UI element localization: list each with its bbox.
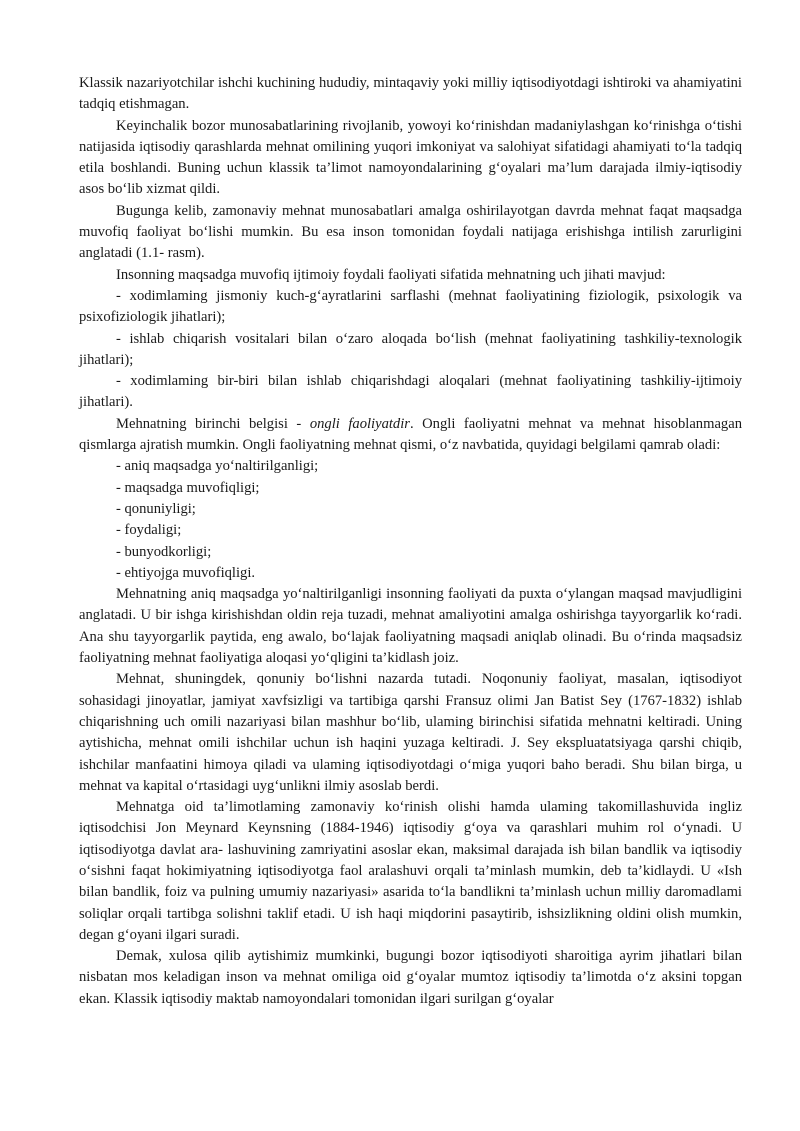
list-item: - aniq maqsadga yo‘naltirilganligi; [116, 458, 319, 475]
paragraph-legality: Mehnat, shuningdek, qonuniy bo‘lishni nazarda tutadi. Noqonuniy faoliyat, masalan, iqtisodiyot sohasidagi jinoyatlar, jamiyat xavfsizligi va tartibiga qarshi Fransuz olimi Jan Batist Sey (1767-1832) ishlab chiqarishning uch omili nazariyasi bilan mashhur bo‘lib, ulaming birinchisi sifatida mehnatni keltiradi. Uning aytishicha, mehnat omili ishchilar uchun ish haqini yuzaga keltiradi. J. Sey ekspluatatsiyaga qarshi chiqib, ishchilar manfaatini himoya qiladi va ulaming iqtisodiyotdagi o‘miga yuqori baho beradi. Shu bilan birga, u mehnat va kapital o‘rtasidagi uyg‘unlikni ilmiy asoslab berdi. [79, 671, 742, 794]
aspect-item-technological: - ishlab chiqarish vositalari bilan o‘zaro aloqada bo‘lish (mehnat faoliyatining tashkiliy-texnologik jihatlari); [79, 330, 742, 368]
first-sign-term: ongli faoliyatdir [309, 415, 410, 432]
list-item: - bunyodkorligi; [116, 543, 212, 560]
paragraph-3: Bugunga kelib, zamonaviy mehnat munosabatlari amalga oshirilayotgan davrda mehnat faqat maqsadga muvofiq faoliyat bo‘lishi mumkin. Bu esa inson tomonidan foydali natijaga erishishga intilish zarurligini anglatadi (1.1- rasm). [79, 202, 742, 262]
first-sign-rest: . Ongli faoliyatni mehnat va mehnat hisoblanmagan qismlarga ajratish mumkin. Ongli faoliyatning mehnat qismi, o‘z navbatida, quyidagi belgilami qamrab oladi: [79, 415, 742, 454]
paragraph-conclusion: Demak, xulosa qilib aytishimiz mumkinki, bugungi bozor iqtisodiyoti sharoitiga ayrim jihatlari bilan nisbatan mos keladigan inson va mehnat omiliga oid g‘oyalar mumtoz iqtisodiy ta’limotda o‘z aksini topgan ekan. Klassik iqtisodiy maktab namoyondalari tomonidan ilgari surilgan g‘oyalar [79, 948, 742, 1007]
paragraph-keynes: Mehnatga oid ta’limotlaming zamonaviy ko‘rinish olishi hamda ulaming takomillashuvida ingliz iqtisodchisi Jon Meynard Keynsning (1884-1946) iqtisodiy g‘oya va qarashlari muhim rol o‘ynadi. U iqtisodiyotga davlat ara- lashuvining zamriyatini asoslar ekan, maksimal darajada ish bilan bandlik va iqtisodiy o‘sishni faqat hokimiyatning iqtisodiyotga faol aralashuvi orqali ta’minlash mumkin, deb ta’kidlaydi. U «Ish bilan bandlik, foiz va pulning umumiy nazariyasi» asarida to‘la bandlikni ta’minlash uchun milliy daromadlami soliqlar orqali tartibga solishni taklif etadi. U ish haqi miqdorini pasaytirib, ishsizlikning oldini olish mumkin, degan g‘oyani ilgari suradi. [79, 799, 742, 943]
aspect-item-social: - xodimlaming bir-biri bilan ishlab chiqarishdagi aloqalari (mehnat faoliyatining tashkiliy-ijtimoiy jihatlari). [79, 373, 742, 411]
document-page [79, 73, 742, 1010]
paragraph-1: Klassik nazariyotchilar ishchi kuchining hududiy, mintaqaviy yoki milliy iqtisodiyotdagi ishtiroki va ahamiyatini tadqiq etishmagan. [79, 75, 742, 113]
paragraph-2: Keyinchalik bozor munosabatlarining rivojlanib, yowoyi ko‘rinishdan madaniylashgan ko‘rinishga o‘tishi natijasida iqtisodiy qarashlarda mehnat omilining yuqori imkoniyat va salohiyat sifatidagi ahamiyati to‘la tadqiq etila boshlandi. Buning uchun klassik ta’limot namoyondalarining g‘oyalari ma’lum darajada ilmiy-iqtisodiy asos bo‘lib xizmat qildi. [79, 117, 742, 198]
paragraph-first-sign [79, 414, 742, 457]
first-sign-lead: Mehnatning birinchi belgisi - [116, 415, 310, 432]
list-item: - maqsadga muvofiqligi; [116, 479, 260, 496]
list-item: - foydaligi; [116, 522, 182, 539]
list-item: - ehtiyojga muvofiqligi. [116, 564, 256, 581]
list-item: - qonuniyligi; [116, 500, 196, 517]
aspect-item-physical: - xodimlaming jismoniy kuch-g‘ayratlarini sarflashi (mehnat faoliyatining fiziologik, psixologik va psixofiziologik jihatlari); [79, 287, 742, 326]
paragraph-4: Insonning maqsadga muvofiq ijtimoiy foydali faoliyati sifatida mehnatning uch jihati mavjud: [116, 266, 666, 283]
paragraph-goal-orientation: Mehnatning aniq maqsadga yo‘naltirilganligi insonning faoliyati da puxta o‘ylangan maqsad mavjudligini anglatadi. U bir ishga kirishishdan oldin reja tuzadi, mehnat amaliyotini amalga oshirishga tayyorgarlik ko‘radi. Ana shu tayyorgarlik paytida, eng awalo, bo‘lajak faoliyatning maqsadi aniqlab olinadi. Bu o‘rinda maqsadsiz faoliyatning mehnat faoliyatiga aloqasi yo‘qligini ta’kidlash joiz. [79, 586, 742, 667]
